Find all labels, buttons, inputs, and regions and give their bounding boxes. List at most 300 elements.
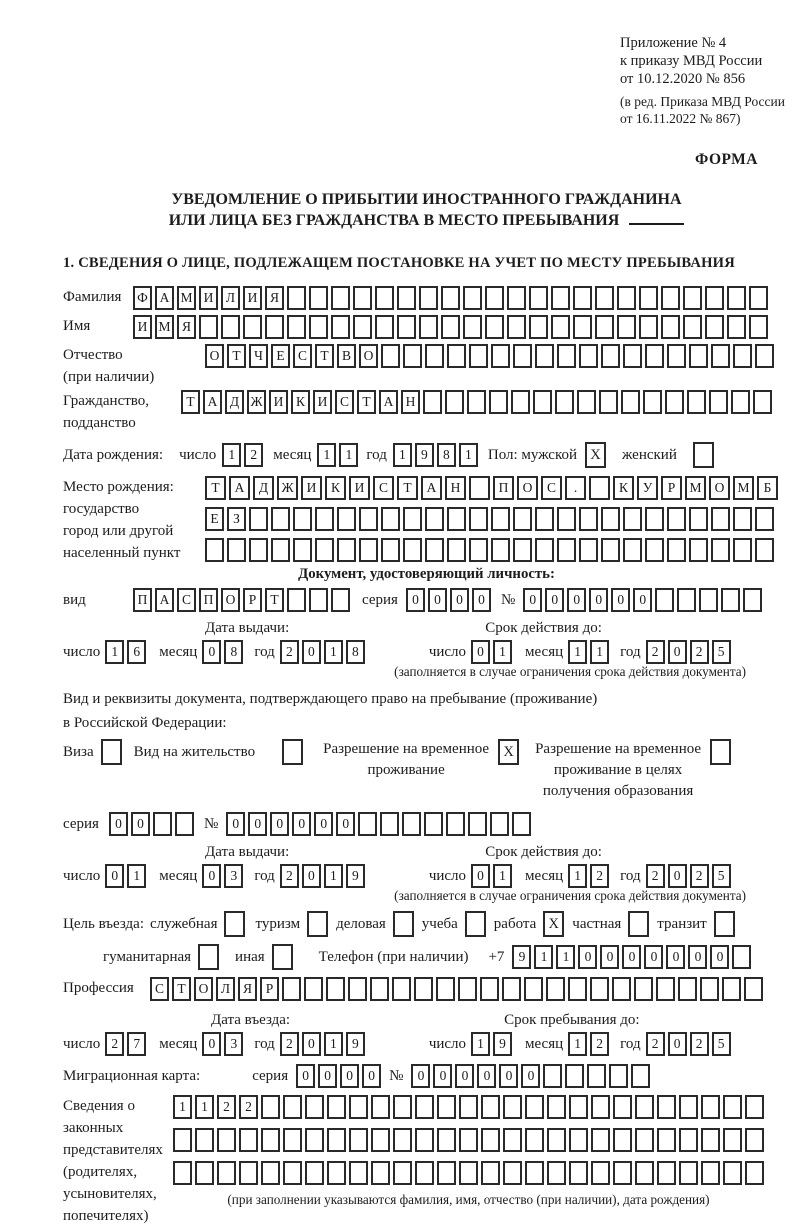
char-cell[interactable]	[744, 977, 763, 1001]
char-cell[interactable]: 0	[433, 1064, 452, 1088]
char-cell[interactable]	[458, 977, 477, 1001]
char-cell[interactable]	[689, 344, 708, 368]
char-cell[interactable]	[656, 977, 675, 1001]
char-cell[interactable]: 1	[590, 640, 609, 664]
char-cell[interactable]: С	[150, 977, 169, 1001]
char-cell[interactable]	[380, 812, 399, 836]
char-cell[interactable]: И	[243, 286, 262, 310]
char-cell[interactable]: 5	[712, 864, 731, 888]
char-cell[interactable]	[261, 1095, 280, 1119]
char-cell[interactable]: О	[359, 344, 378, 368]
citizenship-field[interactable]	[181, 390, 772, 414]
char-cell[interactable]	[282, 977, 301, 1001]
char-cell[interactable]	[491, 538, 510, 562]
char-cell[interactable]: 0	[428, 588, 447, 612]
char-cell[interactable]: 1	[222, 443, 241, 467]
transit-checkbox[interactable]	[714, 911, 735, 937]
phone-field[interactable]	[512, 945, 751, 969]
char-cell[interactable]	[755, 538, 774, 562]
char-cell[interactable]	[755, 507, 774, 531]
char-cell[interactable]	[481, 1128, 500, 1152]
entry-year-field[interactable]	[280, 1032, 365, 1056]
char-cell[interactable]	[436, 977, 455, 1001]
profession-field[interactable]	[150, 977, 763, 1001]
char-cell[interactable]	[173, 1161, 192, 1185]
study-checkbox[interactable]	[465, 911, 486, 937]
char-cell[interactable]: П	[133, 588, 152, 612]
stay-year-field[interactable]	[646, 1032, 731, 1056]
char-cell[interactable]: И	[349, 476, 370, 500]
char-cell[interactable]: И	[199, 286, 218, 310]
char-cell[interactable]: 0	[302, 640, 321, 664]
char-cell[interactable]: 0	[302, 1032, 321, 1056]
char-cell[interactable]: Л	[216, 977, 235, 1001]
char-cell[interactable]: 2	[590, 864, 609, 888]
char-cell[interactable]: 5	[712, 640, 731, 664]
char-cell[interactable]	[700, 977, 719, 1001]
char-cell[interactable]	[463, 286, 482, 310]
char-cell[interactable]: 2	[646, 864, 665, 888]
char-cell[interactable]	[547, 1095, 566, 1119]
char-cell[interactable]: П	[199, 588, 218, 612]
char-cell[interactable]	[348, 977, 367, 1001]
id-issue-year-field[interactable]	[280, 640, 365, 664]
char-cell[interactable]: .	[565, 476, 586, 500]
char-cell[interactable]	[249, 507, 268, 531]
char-cell[interactable]: 0	[666, 945, 685, 969]
char-cell[interactable]	[423, 390, 442, 414]
char-cell[interactable]: 1	[324, 640, 343, 664]
char-cell[interactable]	[358, 812, 377, 836]
char-cell[interactable]: А	[421, 476, 442, 500]
char-cell[interactable]: 1	[493, 864, 512, 888]
char-cell[interactable]	[447, 507, 466, 531]
doc-series-field[interactable]	[406, 588, 491, 612]
char-cell[interactable]	[743, 588, 762, 612]
char-cell[interactable]	[217, 1161, 236, 1185]
char-cell[interactable]: 2	[280, 864, 299, 888]
char-cell[interactable]	[512, 812, 531, 836]
id-valid-month-field[interactable]	[568, 640, 609, 664]
char-cell[interactable]	[612, 977, 631, 1001]
char-cell[interactable]	[415, 1128, 434, 1152]
char-cell[interactable]	[205, 538, 224, 562]
char-cell[interactable]: 5	[712, 1032, 731, 1056]
char-cell[interactable]: 9	[493, 1032, 512, 1056]
char-cell[interactable]	[489, 390, 508, 414]
work-checkbox[interactable]: X	[543, 911, 564, 937]
char-cell[interactable]: 0	[202, 864, 221, 888]
char-cell[interactable]	[503, 1128, 522, 1152]
char-cell[interactable]: Я	[238, 977, 257, 1001]
char-cell[interactable]	[491, 507, 510, 531]
char-cell[interactable]	[403, 344, 422, 368]
char-cell[interactable]: 3	[224, 1032, 243, 1056]
char-cell[interactable]	[732, 945, 751, 969]
char-cell[interactable]	[425, 538, 444, 562]
char-cell[interactable]: 2	[646, 640, 665, 664]
char-cell[interactable]: 2	[646, 1032, 665, 1056]
char-cell[interactable]	[711, 344, 730, 368]
char-cell[interactable]	[613, 1095, 632, 1119]
char-cell[interactable]: 0	[296, 1064, 315, 1088]
char-cell[interactable]	[513, 507, 532, 531]
char-cell[interactable]	[723, 1128, 742, 1152]
char-cell[interactable]	[755, 344, 774, 368]
char-cell[interactable]	[402, 812, 421, 836]
char-cell[interactable]: 0	[633, 588, 652, 612]
char-cell[interactable]	[327, 1161, 346, 1185]
char-cell[interactable]	[441, 315, 460, 339]
char-cell[interactable]: Н	[401, 390, 420, 414]
char-cell[interactable]	[557, 344, 576, 368]
char-cell[interactable]: И	[301, 476, 322, 500]
char-cell[interactable]	[381, 344, 400, 368]
char-cell[interactable]	[271, 538, 290, 562]
char-cell[interactable]	[371, 1128, 390, 1152]
char-cell[interactable]	[639, 315, 658, 339]
char-cell[interactable]	[153, 812, 172, 836]
char-cell[interactable]	[375, 315, 394, 339]
char-cell[interactable]	[283, 1128, 302, 1152]
mig-series-field[interactable]	[296, 1064, 381, 1088]
char-cell[interactable]: 2	[690, 864, 709, 888]
char-cell[interactable]: Т	[397, 476, 418, 500]
char-cell[interactable]: 2	[105, 1032, 124, 1056]
char-cell[interactable]	[657, 1128, 676, 1152]
char-cell[interactable]: Л	[221, 286, 240, 310]
char-cell[interactable]	[577, 390, 596, 414]
char-cell[interactable]	[635, 1161, 654, 1185]
char-cell[interactable]	[609, 1064, 628, 1088]
char-cell[interactable]	[393, 1161, 412, 1185]
char-cell[interactable]	[217, 1128, 236, 1152]
char-cell[interactable]	[305, 1095, 324, 1119]
char-cell[interactable]	[480, 977, 499, 1001]
char-cell[interactable]	[513, 344, 532, 368]
char-cell[interactable]: 1	[127, 864, 146, 888]
char-cell[interactable]	[485, 315, 504, 339]
char-cell[interactable]	[589, 476, 610, 500]
char-cell[interactable]	[437, 1161, 456, 1185]
char-cell[interactable]: Т	[181, 390, 200, 414]
char-cell[interactable]	[507, 286, 526, 310]
private-checkbox[interactable]	[628, 911, 649, 937]
char-cell[interactable]: О	[517, 476, 538, 500]
char-cell[interactable]	[331, 588, 350, 612]
char-cell[interactable]: 0	[668, 640, 687, 664]
char-cell[interactable]	[359, 538, 378, 562]
char-cell[interactable]	[304, 977, 323, 1001]
char-cell[interactable]: 1	[459, 443, 478, 467]
char-cell[interactable]	[568, 977, 587, 1001]
char-cell[interactable]: 0	[600, 945, 619, 969]
char-cell[interactable]	[595, 315, 614, 339]
char-cell[interactable]: П	[493, 476, 514, 500]
char-cell[interactable]: Ж	[247, 390, 266, 414]
char-cell[interactable]	[199, 315, 218, 339]
char-cell[interactable]	[723, 1095, 742, 1119]
char-cell[interactable]	[469, 538, 488, 562]
char-cell[interactable]	[557, 507, 576, 531]
char-cell[interactable]	[745, 1161, 764, 1185]
char-cell[interactable]	[665, 390, 684, 414]
char-cell[interactable]	[415, 1161, 434, 1185]
char-cell[interactable]: Ж	[277, 476, 298, 500]
residence-permit-checkbox[interactable]	[282, 739, 303, 765]
char-cell[interactable]: 0	[411, 1064, 430, 1088]
char-cell[interactable]	[551, 315, 570, 339]
char-cell[interactable]: О	[194, 977, 213, 1001]
char-cell[interactable]: Я	[177, 315, 196, 339]
char-cell[interactable]	[447, 344, 466, 368]
char-cell[interactable]: 0	[521, 1064, 540, 1088]
char-cell[interactable]: 0	[589, 588, 608, 612]
char-cell[interactable]: С	[541, 476, 562, 500]
char-cell[interactable]	[195, 1161, 214, 1185]
char-cell[interactable]	[623, 344, 642, 368]
char-cell[interactable]	[679, 1161, 698, 1185]
char-cell[interactable]	[617, 286, 636, 310]
char-cell[interactable]: М	[733, 476, 754, 500]
char-cell[interactable]: 0	[688, 945, 707, 969]
char-cell[interactable]	[381, 538, 400, 562]
char-cell[interactable]: 0	[622, 945, 641, 969]
char-cell[interactable]	[503, 1161, 522, 1185]
char-cell[interactable]	[683, 286, 702, 310]
char-cell[interactable]	[468, 812, 487, 836]
char-cell[interactable]: И	[269, 390, 288, 414]
char-cell[interactable]: 2	[280, 1032, 299, 1056]
res-number-field[interactable]	[226, 812, 531, 836]
legal-field-row3[interactable]	[173, 1161, 764, 1185]
char-cell[interactable]	[309, 315, 328, 339]
char-cell[interactable]	[678, 977, 697, 1001]
char-cell[interactable]	[733, 538, 752, 562]
char-cell[interactable]	[683, 315, 702, 339]
char-cell[interactable]	[661, 315, 680, 339]
char-cell[interactable]	[271, 507, 290, 531]
char-cell[interactable]: 0	[523, 588, 542, 612]
char-cell[interactable]: 0	[668, 1032, 687, 1056]
sex-male-checkbox[interactable]: X	[585, 442, 606, 468]
char-cell[interactable]: 2	[690, 1032, 709, 1056]
char-cell[interactable]: 0	[270, 812, 289, 836]
char-cell[interactable]: 1	[568, 864, 587, 888]
char-cell[interactable]	[705, 315, 724, 339]
char-cell[interactable]	[591, 1095, 610, 1119]
char-cell[interactable]: 2	[217, 1095, 236, 1119]
char-cell[interactable]	[657, 1161, 676, 1185]
char-cell[interactable]	[419, 315, 438, 339]
birth-month-field[interactable]	[317, 443, 358, 467]
char-cell[interactable]	[569, 1161, 588, 1185]
char-cell[interactable]	[315, 507, 334, 531]
char-cell[interactable]	[419, 286, 438, 310]
char-cell[interactable]	[485, 286, 504, 310]
char-cell[interactable]	[239, 1128, 258, 1152]
char-cell[interactable]	[403, 507, 422, 531]
birthplace-field-row2[interactable]	[205, 507, 778, 531]
char-cell[interactable]: 1	[173, 1095, 192, 1119]
char-cell[interactable]	[243, 315, 262, 339]
char-cell[interactable]	[555, 390, 574, 414]
res-valid-day-field[interactable]	[471, 864, 512, 888]
char-cell[interactable]	[595, 286, 614, 310]
char-cell[interactable]: 8	[224, 640, 243, 664]
res-issue-year-field[interactable]	[280, 864, 365, 888]
char-cell[interactable]	[283, 1161, 302, 1185]
char-cell[interactable]: 2	[239, 1095, 258, 1119]
char-cell[interactable]: Я	[265, 286, 284, 310]
char-cell[interactable]: А	[229, 476, 250, 500]
char-cell[interactable]	[639, 286, 658, 310]
char-cell[interactable]: М	[177, 286, 196, 310]
char-cell[interactable]: 0	[611, 588, 630, 612]
char-cell[interactable]	[403, 538, 422, 562]
char-cell[interactable]: Ч	[249, 344, 268, 368]
char-cell[interactable]: К	[291, 390, 310, 414]
char-cell[interactable]: М	[155, 315, 174, 339]
char-cell[interactable]	[573, 286, 592, 310]
char-cell[interactable]	[469, 476, 490, 500]
char-cell[interactable]: Е	[271, 344, 290, 368]
sex-female-checkbox[interactable]	[693, 442, 714, 468]
char-cell[interactable]	[353, 315, 372, 339]
char-cell[interactable]	[635, 1095, 654, 1119]
entry-day-field[interactable]	[105, 1032, 146, 1056]
char-cell[interactable]	[221, 315, 240, 339]
char-cell[interactable]	[349, 1128, 368, 1152]
char-cell[interactable]	[287, 315, 306, 339]
official-checkbox[interactable]	[224, 911, 245, 937]
char-cell[interactable]	[687, 390, 706, 414]
char-cell[interactable]	[617, 315, 636, 339]
char-cell[interactable]	[667, 538, 686, 562]
char-cell[interactable]: 0	[455, 1064, 474, 1088]
char-cell[interactable]: 2	[280, 640, 299, 664]
char-cell[interactable]: Д	[253, 476, 274, 500]
birthplace-field-row3[interactable]	[205, 538, 778, 562]
char-cell[interactable]	[535, 344, 554, 368]
char-cell[interactable]	[733, 507, 752, 531]
char-cell[interactable]	[689, 507, 708, 531]
char-cell[interactable]: И	[313, 390, 332, 414]
char-cell[interactable]	[543, 1064, 562, 1088]
temp-residence-edu-checkbox[interactable]	[710, 739, 731, 765]
char-cell[interactable]	[667, 507, 686, 531]
res-valid-year-field[interactable]	[646, 864, 731, 888]
res-series-field[interactable]	[109, 812, 194, 836]
char-cell[interactable]	[601, 507, 620, 531]
char-cell[interactable]	[591, 1161, 610, 1185]
char-cell[interactable]	[459, 1095, 478, 1119]
char-cell[interactable]	[441, 286, 460, 310]
char-cell[interactable]	[249, 538, 268, 562]
char-cell[interactable]	[337, 507, 356, 531]
char-cell[interactable]	[481, 1095, 500, 1119]
char-cell[interactable]	[397, 286, 416, 310]
char-cell[interactable]: 0	[477, 1064, 496, 1088]
char-cell[interactable]	[491, 344, 510, 368]
char-cell[interactable]: 0	[545, 588, 564, 612]
char-cell[interactable]	[309, 588, 328, 612]
char-cell[interactable]	[749, 315, 768, 339]
char-cell[interactable]	[371, 1161, 390, 1185]
char-cell[interactable]	[699, 588, 718, 612]
char-cell[interactable]	[287, 588, 306, 612]
char-cell[interactable]	[579, 344, 598, 368]
char-cell[interactable]	[569, 1095, 588, 1119]
char-cell[interactable]	[689, 538, 708, 562]
char-cell[interactable]: В	[337, 344, 356, 368]
char-cell[interactable]	[645, 344, 664, 368]
char-cell[interactable]	[573, 315, 592, 339]
char-cell[interactable]: 1	[568, 1032, 587, 1056]
char-cell[interactable]: 0	[578, 945, 597, 969]
char-cell[interactable]: 0	[450, 588, 469, 612]
char-cell[interactable]: 0	[109, 812, 128, 836]
char-cell[interactable]: Т	[172, 977, 191, 1001]
char-cell[interactable]: 7	[127, 1032, 146, 1056]
char-cell[interactable]: 9	[512, 945, 531, 969]
char-cell[interactable]: С	[373, 476, 394, 500]
char-cell[interactable]	[601, 538, 620, 562]
char-cell[interactable]	[667, 344, 686, 368]
char-cell[interactable]: 9	[346, 1032, 365, 1056]
char-cell[interactable]: 2	[690, 640, 709, 664]
char-cell[interactable]	[445, 390, 464, 414]
char-cell[interactable]	[459, 1128, 478, 1152]
char-cell[interactable]	[315, 538, 334, 562]
char-cell[interactable]	[623, 538, 642, 562]
char-cell[interactable]: 1	[471, 1032, 490, 1056]
other-checkbox[interactable]	[272, 944, 293, 970]
char-cell[interactable]	[613, 1161, 632, 1185]
char-cell[interactable]: Т	[265, 588, 284, 612]
char-cell[interactable]	[557, 538, 576, 562]
char-cell[interactable]	[701, 1095, 720, 1119]
char-cell[interactable]	[392, 977, 411, 1001]
char-cell[interactable]: 9	[346, 864, 365, 888]
char-cell[interactable]: 0	[248, 812, 267, 836]
char-cell[interactable]: 0	[362, 1064, 381, 1088]
char-cell[interactable]	[446, 812, 465, 836]
char-cell[interactable]: 0	[202, 640, 221, 664]
char-cell[interactable]: Т	[205, 476, 226, 500]
char-cell[interactable]	[261, 1128, 280, 1152]
char-cell[interactable]	[645, 538, 664, 562]
char-cell[interactable]	[397, 315, 416, 339]
char-cell[interactable]	[349, 1161, 368, 1185]
char-cell[interactable]	[353, 286, 372, 310]
char-cell[interactable]	[546, 977, 565, 1001]
char-cell[interactable]: 0	[710, 945, 729, 969]
legal-field-row2[interactable]	[173, 1128, 764, 1152]
res-issue-month-field[interactable]	[202, 864, 243, 888]
char-cell[interactable]: Р	[661, 476, 682, 500]
char-cell[interactable]: 0	[471, 640, 490, 664]
char-cell[interactable]: Р	[243, 588, 262, 612]
char-cell[interactable]	[599, 390, 618, 414]
char-cell[interactable]: 0	[314, 812, 333, 836]
name-field[interactable]	[133, 315, 768, 339]
char-cell[interactable]	[613, 1128, 632, 1152]
char-cell[interactable]: 1	[493, 640, 512, 664]
char-cell[interactable]: О	[205, 344, 224, 368]
legal-field-row1[interactable]	[173, 1095, 764, 1119]
char-cell[interactable]: З	[227, 507, 246, 531]
